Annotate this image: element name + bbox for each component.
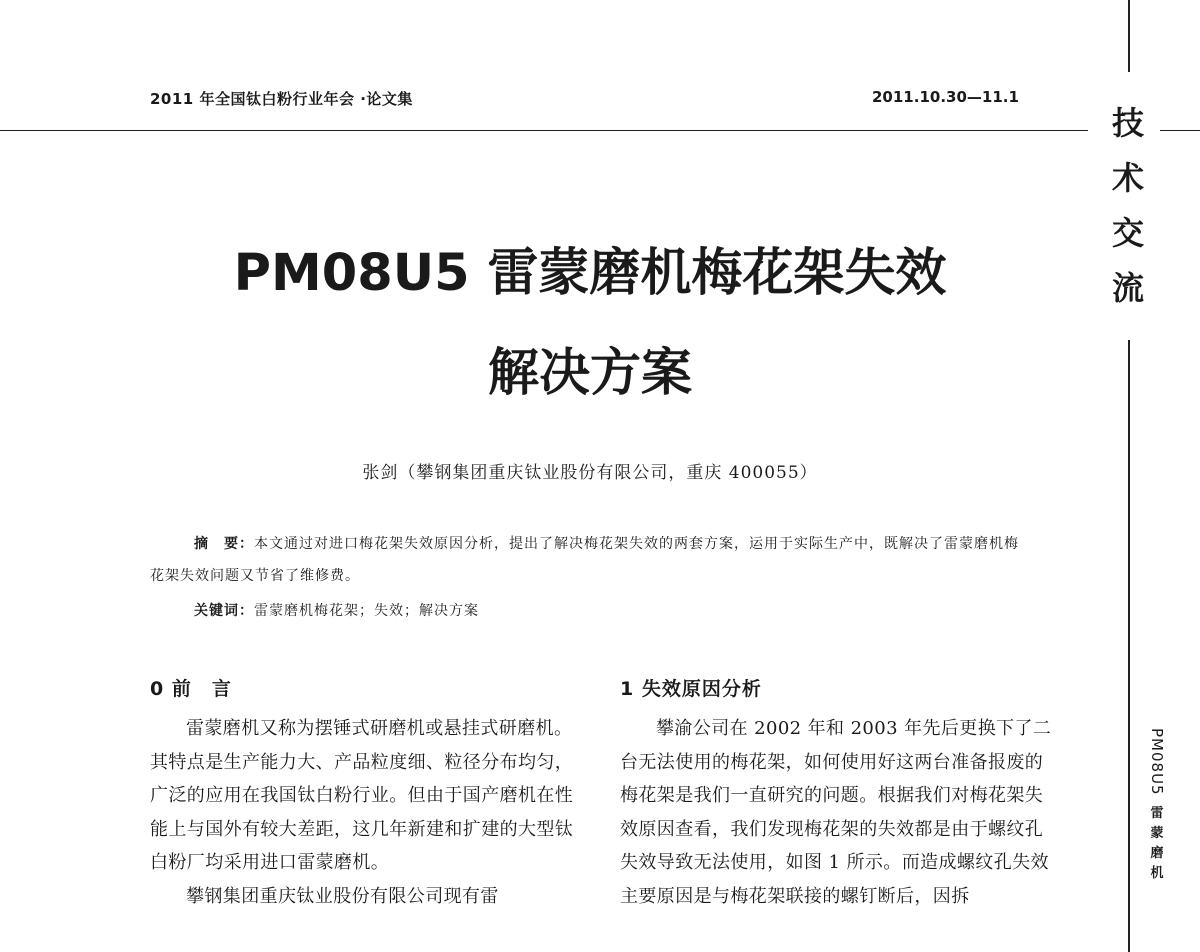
section-introduction [150, 674, 590, 913]
section-paragraph: 攀渝公司在 2002 年和 2003 年先后更换下了二台无法使用的梅花架，如何使用好这两台准备报废的梅花架是我们一直研究的问题。根据我们对梅花架失效原因查看，我们发现梅花架的失效都是由于螺纹孔失效导致无法使用，如图 1 所示。而造成螺纹孔失效主要原因是与梅花架联接的螺钉断后，因拆 [620, 718, 1052, 907]
side-line-top [1128, 0, 1130, 72]
side-line-tick [1160, 130, 1200, 131]
keywords-label: 关键词： [194, 603, 254, 619]
section-heading: 0 前 言 [150, 678, 232, 700]
running-title [1142, 728, 1172, 884]
paper-title: PM08U5 雷蒙磨机梅花架失效 解决方案 [233, 244, 947, 403]
abstract [150, 528, 1030, 592]
running-title-char: 磨 [1150, 845, 1164, 861]
header-date: 2011.10.30—11.1 [872, 88, 1019, 106]
header-rule [0, 130, 1088, 131]
section-paragraph: 攀钢集团重庆钛业股份有限公司现有雷 [186, 885, 499, 907]
running-title-code: PM08U5 [1148, 728, 1166, 796]
section-tag [1108, 102, 1148, 309]
section-tag-char: 技 [1111, 104, 1144, 142]
running-title-char: 机 [1150, 865, 1164, 881]
header-left: 2011 年全国钛白粉行业年会 ·论文集 [150, 90, 413, 108]
section-tag-char: 交 [1111, 214, 1144, 252]
keywords [194, 600, 1034, 620]
running-title-char: 蒙 [1150, 825, 1164, 841]
abstract-label: 摘 要： [194, 536, 254, 552]
section-failure-analysis [620, 674, 1060, 913]
running-title-char: 雷 [1150, 805, 1164, 821]
side-line-bottom [1128, 340, 1130, 952]
author-line: 张剑（攀钢集团重庆钛业股份有限公司，重庆 400055） [362, 463, 818, 483]
abstract-text: 本文通过对进口梅花架失效原因分析，提出了解决梅花架失效的两套方案，运用于实际生产中，既解决了雷蒙磨机梅花架失效问题又节省了维修费。 [150, 536, 1019, 584]
section-tag-char: 术 [1111, 159, 1144, 197]
section-tag-char: 流 [1111, 269, 1144, 307]
section-heading: 1 失效原因分析 [620, 678, 762, 700]
section-paragraph: 雷蒙磨机又称为摆锤式研磨机或悬挂式研磨机。其特点是生产能力大、产品粒度细、粒径分布均匀，广泛的应用在我国钛白粉行业。但由于国产磨机在性能上与国外有较大差距，这几年新建和扩建的大型钛白粉厂均采用进口雷蒙磨机。 [150, 718, 574, 873]
keywords-text: 雷蒙磨机梅花架；失效；解决方案 [254, 603, 479, 619]
